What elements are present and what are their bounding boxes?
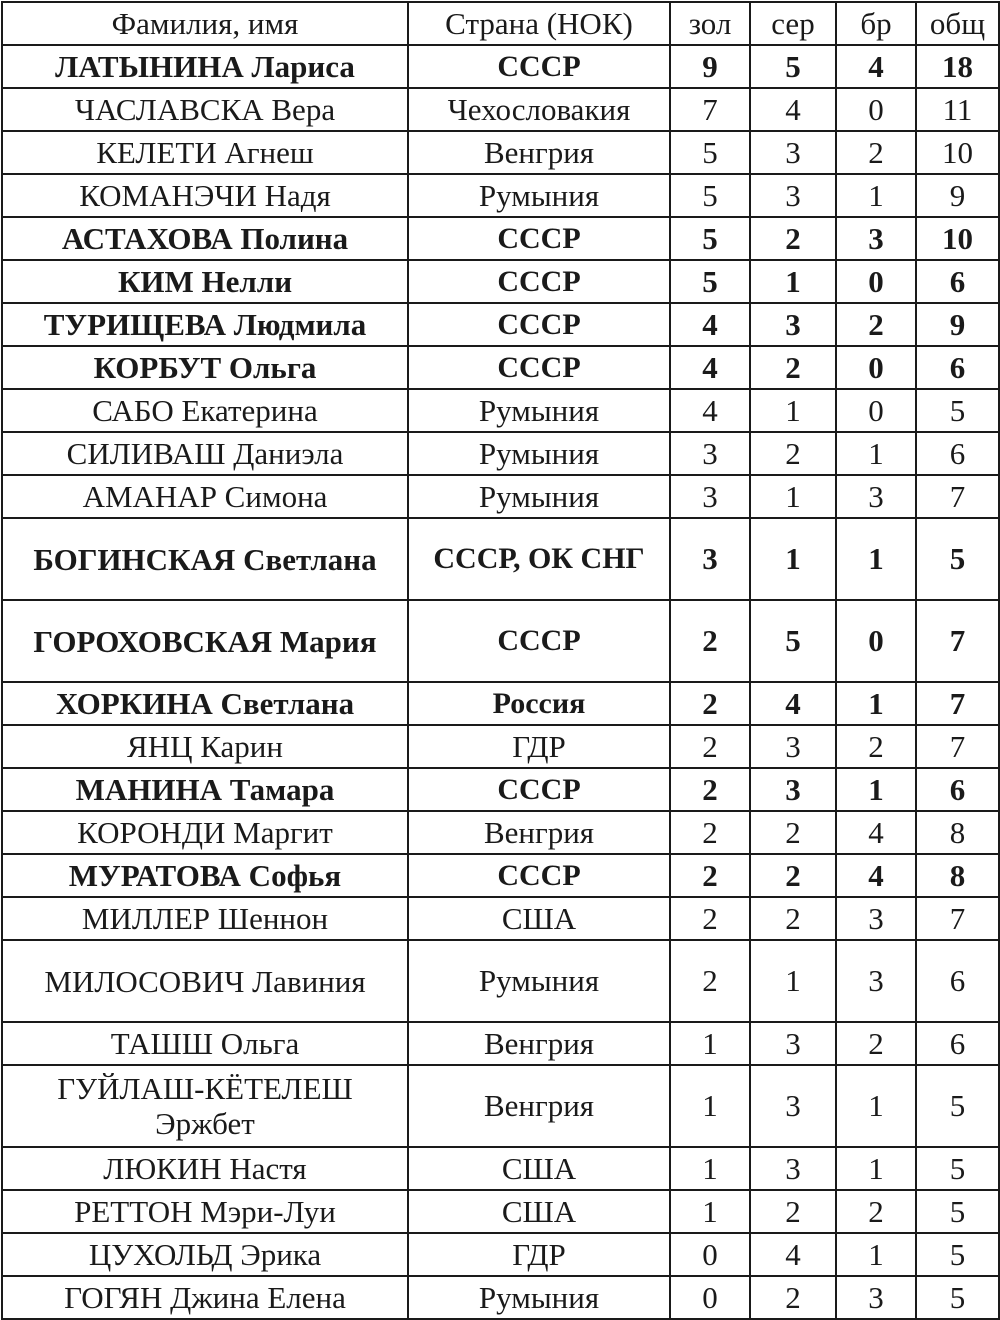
cell-total: 8 — [916, 854, 999, 897]
cell-bronze: 1 — [836, 1233, 916, 1276]
cell-country: США — [408, 1190, 670, 1233]
cell-country: СССР — [408, 768, 670, 811]
table-row — [2, 811, 999, 854]
cell-bronze: 2 — [836, 131, 916, 174]
cell-total: 18 — [916, 45, 999, 88]
cell-silver: 1 — [750, 475, 836, 518]
cell-silver: 2 — [750, 346, 836, 389]
cell-name: ЧАСЛАВСКА Вера — [2, 88, 408, 131]
cell-gold: 2 — [670, 811, 750, 854]
cell-bronze: 2 — [836, 303, 916, 346]
medal-table-body — [2, 2, 999, 1319]
cell-silver: 2 — [750, 1190, 836, 1233]
cell-silver: 1 — [750, 940, 836, 1022]
cell-gold: 5 — [670, 260, 750, 303]
cell-bronze: 4 — [836, 854, 916, 897]
cell-total: 7 — [916, 682, 999, 725]
cell-bronze: 1 — [836, 432, 916, 475]
cell-name: КОМАНЭЧИ Надя — [2, 174, 408, 217]
header-gold: зол — [670, 2, 750, 45]
cell-country: СССР — [408, 217, 670, 260]
cell-gold: 0 — [670, 1233, 750, 1276]
cell-silver: 3 — [750, 303, 836, 346]
cell-name: ГУЙЛАШ-КЁТЕЛЕШ Эржбет — [2, 1065, 408, 1147]
cell-gold: 1 — [670, 1190, 750, 1233]
cell-name: РЕТТОН Мэри-Луи — [2, 1190, 408, 1233]
cell-country: СССР — [408, 600, 670, 682]
cell-country: СССР, ОК СНГ — [408, 518, 670, 600]
cell-country: ГДР — [408, 725, 670, 768]
cell-name: ТАШШ Ольга — [2, 1022, 408, 1065]
cell-silver: 3 — [750, 1022, 836, 1065]
cell-silver: 4 — [750, 682, 836, 725]
cell-name: ТУРИЩЕВА Людмила — [2, 303, 408, 346]
cell-bronze: 0 — [836, 260, 916, 303]
table-row — [2, 260, 999, 303]
cell-gold: 4 — [670, 303, 750, 346]
cell-silver: 2 — [750, 432, 836, 475]
cell-silver: 4 — [750, 1233, 836, 1276]
cell-silver: 3 — [750, 725, 836, 768]
cell-silver: 2 — [750, 897, 836, 940]
cell-total: 5 — [916, 1065, 999, 1147]
cell-name: КОРОНДИ Маргит — [2, 811, 408, 854]
table-row — [2, 940, 999, 1022]
cell-bronze: 3 — [836, 940, 916, 1022]
cell-bronze: 3 — [836, 897, 916, 940]
cell-country: Венгрия — [408, 1022, 670, 1065]
cell-silver: 1 — [750, 389, 836, 432]
cell-total: 11 — [916, 88, 999, 131]
cell-name: АМАНАР Симона — [2, 475, 408, 518]
cell-name: ХОРКИНА Светлана — [2, 682, 408, 725]
cell-bronze: 3 — [836, 1276, 916, 1319]
cell-total: 5 — [916, 1233, 999, 1276]
table-row — [2, 682, 999, 725]
table-row — [2, 1147, 999, 1190]
cell-bronze: 1 — [836, 768, 916, 811]
cell-bronze: 0 — [836, 389, 916, 432]
cell-bronze: 0 — [836, 346, 916, 389]
header-bronze: бр — [836, 2, 916, 45]
cell-country: Венгрия — [408, 1065, 670, 1147]
cell-bronze: 2 — [836, 725, 916, 768]
table-row — [2, 725, 999, 768]
cell-silver: 3 — [750, 174, 836, 217]
table-row — [2, 475, 999, 518]
cell-bronze: 2 — [836, 1190, 916, 1233]
cell-gold: 5 — [670, 131, 750, 174]
cell-gold: 3 — [670, 518, 750, 600]
header-name: Фамилия, имя — [2, 2, 408, 45]
table-row — [2, 432, 999, 475]
table-row — [2, 854, 999, 897]
cell-country: СССР — [408, 346, 670, 389]
table-row — [2, 1190, 999, 1233]
cell-name: ЛАТЫНИНА Лариса — [2, 45, 408, 88]
cell-country: СССР — [408, 260, 670, 303]
cell-total: 7 — [916, 600, 999, 682]
header-row — [2, 2, 999, 45]
table-row — [2, 88, 999, 131]
cell-bronze: 1 — [836, 682, 916, 725]
cell-name: БОГИНСКАЯ Светлана — [2, 518, 408, 600]
cell-silver: 5 — [750, 45, 836, 88]
cell-total: 5 — [916, 1147, 999, 1190]
table-row — [2, 346, 999, 389]
cell-gold: 1 — [670, 1022, 750, 1065]
cell-total: 9 — [916, 174, 999, 217]
cell-name: МИЛЛЕР Шеннон — [2, 897, 408, 940]
cell-country: Чехословакия — [408, 88, 670, 131]
cell-total: 7 — [916, 725, 999, 768]
cell-country: СССР — [408, 854, 670, 897]
cell-gold: 9 — [670, 45, 750, 88]
cell-total: 5 — [916, 1190, 999, 1233]
header-silver: сер — [750, 2, 836, 45]
cell-country: Румыния — [408, 940, 670, 1022]
cell-bronze: 0 — [836, 600, 916, 682]
cell-total: 10 — [916, 217, 999, 260]
cell-bronze: 3 — [836, 475, 916, 518]
cell-bronze: 0 — [836, 88, 916, 131]
cell-name: ЦУХОЛЬД Эрика — [2, 1233, 408, 1276]
cell-silver: 4 — [750, 88, 836, 131]
table-row — [2, 389, 999, 432]
table-row — [2, 768, 999, 811]
cell-total: 6 — [916, 1022, 999, 1065]
cell-name: ЯНЦ Карин — [2, 725, 408, 768]
cell-country: СССР — [408, 303, 670, 346]
cell-gold: 2 — [670, 854, 750, 897]
cell-gold: 4 — [670, 389, 750, 432]
cell-total: 7 — [916, 897, 999, 940]
cell-country: СССР — [408, 45, 670, 88]
cell-name: СИЛИВАШ Даниэла — [2, 432, 408, 475]
cell-name: МИЛОСОВИЧ Лавиния — [2, 940, 408, 1022]
header-total: общ — [916, 2, 999, 45]
cell-gold: 7 — [670, 88, 750, 131]
cell-country: Россия — [408, 682, 670, 725]
cell-total: 10 — [916, 131, 999, 174]
table-row — [2, 131, 999, 174]
table-row — [2, 303, 999, 346]
cell-bronze: 4 — [836, 45, 916, 88]
cell-gold: 2 — [670, 897, 750, 940]
cell-total: 6 — [916, 260, 999, 303]
cell-country: США — [408, 897, 670, 940]
cell-name: КЕЛЕТИ Агнеш — [2, 131, 408, 174]
cell-silver: 5 — [750, 600, 836, 682]
cell-total: 8 — [916, 811, 999, 854]
cell-country: США — [408, 1147, 670, 1190]
table-row — [2, 897, 999, 940]
cell-gold: 1 — [670, 1065, 750, 1147]
cell-gold: 2 — [670, 682, 750, 725]
cell-country: Румыния — [408, 432, 670, 475]
cell-bronze: 4 — [836, 811, 916, 854]
cell-bronze: 2 — [836, 1022, 916, 1065]
cell-name: САБО Екатерина — [2, 389, 408, 432]
cell-country: Румыния — [408, 475, 670, 518]
cell-country: Венгрия — [408, 811, 670, 854]
cell-gold: 0 — [670, 1276, 750, 1319]
cell-silver: 3 — [750, 768, 836, 811]
medal-table — [1, 1, 1000, 1320]
cell-total: 6 — [916, 940, 999, 1022]
cell-bronze: 1 — [836, 174, 916, 217]
cell-total: 5 — [916, 389, 999, 432]
cell-silver: 3 — [750, 1065, 836, 1147]
cell-gold: 2 — [670, 940, 750, 1022]
cell-total: 5 — [916, 518, 999, 600]
cell-country: ГДР — [408, 1233, 670, 1276]
cell-gold: 1 — [670, 1147, 750, 1190]
cell-name: ЛЮКИН Настя — [2, 1147, 408, 1190]
cell-name: КОРБУТ Ольга — [2, 346, 408, 389]
cell-silver: 1 — [750, 518, 836, 600]
cell-name: МАНИНА Тамара — [2, 768, 408, 811]
cell-name: АСТАХОВА Полина — [2, 217, 408, 260]
cell-total: 6 — [916, 432, 999, 475]
cell-name: МУРАТОВА Софья — [2, 854, 408, 897]
cell-bronze: 1 — [836, 1147, 916, 1190]
cell-gold: 2 — [670, 600, 750, 682]
cell-gold: 3 — [670, 432, 750, 475]
cell-silver: 1 — [750, 260, 836, 303]
cell-total: 9 — [916, 303, 999, 346]
cell-silver: 3 — [750, 131, 836, 174]
table-row — [2, 1276, 999, 1319]
cell-gold: 5 — [670, 217, 750, 260]
cell-bronze: 1 — [836, 1065, 916, 1147]
cell-country: Венгрия — [408, 131, 670, 174]
cell-gold: 2 — [670, 725, 750, 768]
cell-gold: 5 — [670, 174, 750, 217]
cell-silver: 2 — [750, 217, 836, 260]
cell-total: 7 — [916, 475, 999, 518]
cell-total: 6 — [916, 768, 999, 811]
cell-silver: 2 — [750, 854, 836, 897]
table-row — [2, 600, 999, 682]
table-row — [2, 174, 999, 217]
cell-country: Румыния — [408, 1276, 670, 1319]
cell-total: 5 — [916, 1276, 999, 1319]
cell-bronze: 1 — [836, 518, 916, 600]
cell-bronze: 3 — [836, 217, 916, 260]
cell-silver: 2 — [750, 1276, 836, 1319]
cell-gold: 3 — [670, 475, 750, 518]
cell-total: 6 — [916, 346, 999, 389]
cell-country: Румыния — [408, 389, 670, 432]
cell-silver: 3 — [750, 1147, 836, 1190]
table-row — [2, 1022, 999, 1065]
cell-name: ГОГЯН Джина Елена — [2, 1276, 408, 1319]
table-row — [2, 1065, 999, 1147]
cell-gold: 4 — [670, 346, 750, 389]
cell-country: Румыния — [408, 174, 670, 217]
cell-name: КИМ Нелли — [2, 260, 408, 303]
cell-silver: 2 — [750, 811, 836, 854]
cell-name: ГОРОХОВСКАЯ Мария — [2, 600, 408, 682]
cell-gold: 2 — [670, 768, 750, 811]
table-row — [2, 1233, 999, 1276]
header-country: Страна (НОК) — [408, 2, 670, 45]
table-row — [2, 217, 999, 260]
table-row — [2, 518, 999, 600]
table-row — [2, 45, 999, 88]
